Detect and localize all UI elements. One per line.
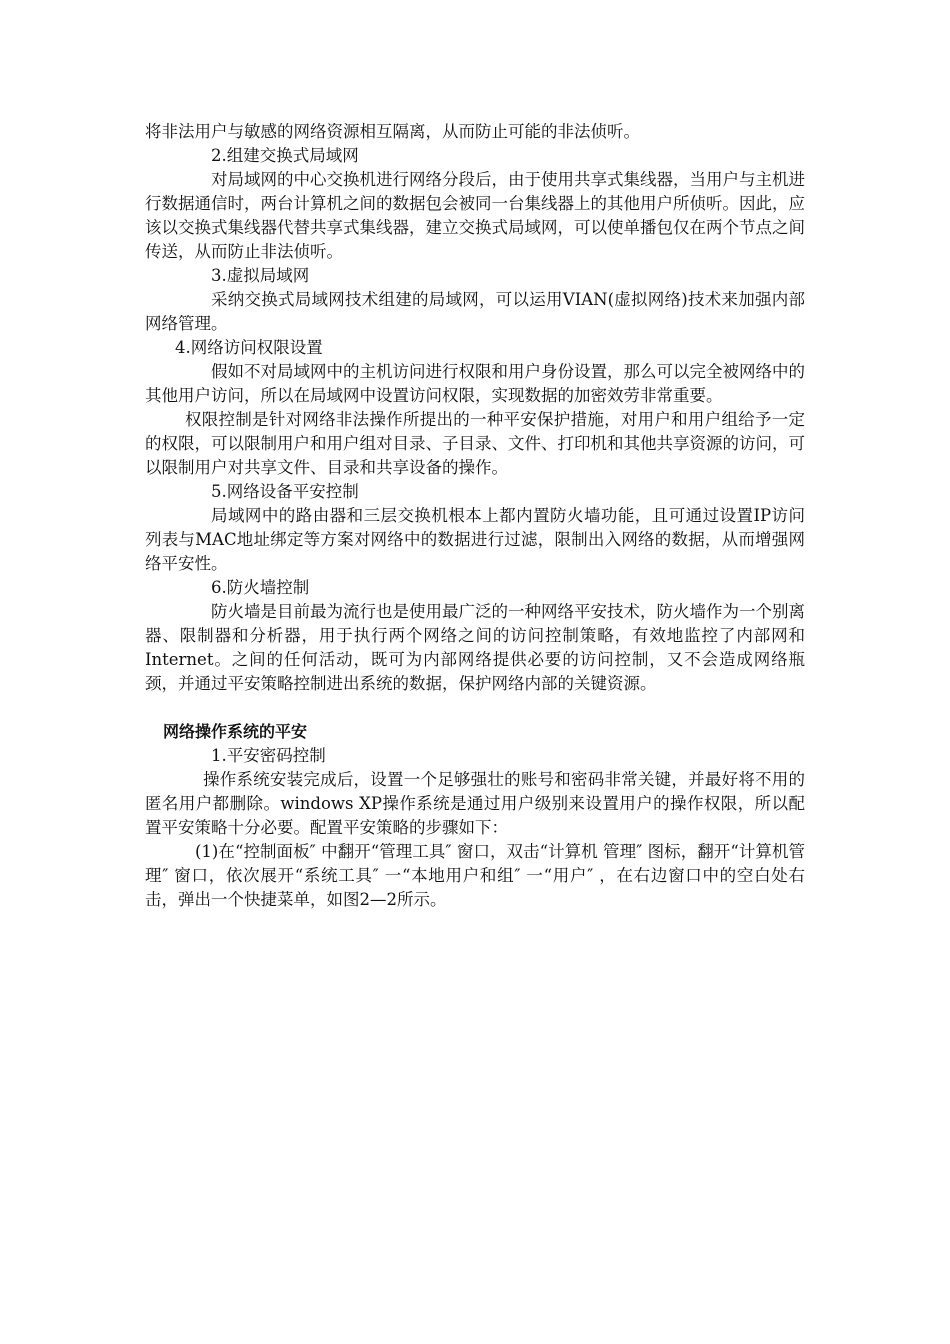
paragraph-isolation: 将非法用户与敏感的网络资源相互隔离，从而防止可能的非法侦听。: [145, 122, 640, 141]
paragraph-firewall: 防火墙是目前最为流行也是使用最广泛的一种网络平安技术，防火墙作为一个别离器、限制器和分析器，用于执行两个网络之间的访问控制策略，有效地监控了内部网和Internet。之间的任何活动，既可为内部网络提供必要的访问控制，又不会造成网络瓶颈，并通过平安策略控制进出系统的数据，保护网络内部的关键资源。: [145, 602, 805, 693]
heading-device-security: 5.网络设备平安控制: [211, 482, 359, 501]
paragraph-access-permissions: 假如不对局域网中的主机访问进行权限和用户身份设置，那么可以完全被网络中的其他用户访问，所以在局域网中设置访问权限，实现数据的加密效劳非常重要。: [145, 362, 805, 405]
heading-switched-lan: 2.组建交换式局域网: [211, 146, 359, 165]
heading-firewall: 6.防火墙控制: [211, 578, 310, 597]
heading-access-permissions: 4.网络访问权限设置: [175, 338, 323, 357]
paragraph-device-security: 局域网中的路由器和三层交换机根本上都内置防火墙功能，且可通过设置IP访问列表与MAC地址绑定等方案对网络中的数据进行过滤，限制出入网络的数据，从而增强网络平安性。: [145, 506, 805, 573]
section-title-os-security: 网络操作系统的平安: [163, 722, 308, 741]
heading-vlan: 3.虚拟局域网: [211, 266, 310, 285]
paragraph-vlan: 采纳交换式局域网技术组建的局域网，可以运用VIAN(虚拟网络)技术来加强内部网络管理。: [145, 290, 805, 333]
paragraph-step-1: (1)在“控制面板″ 中翻开“管理工具″ 窗口，双击“计算机 管理″ 图标，翻开“计算机管理″ 窗口，依次展开“系统工具″ 一“本地用户和组″ 一“用户″ ，在右边窗口中的空白处右击，弹出一个快捷菜单，如图2—2所示。: [145, 842, 805, 909]
paragraph-password-control: 操作系统安装完成后，设置一个足够强壮的账号和密码非常关键，并最好将不用的匿名用户都删除。windows XP操作系统是通过用户级别来设置用户的操作权限，所以配置平安策略十分必要。配置平安策略的步骤如下：: [145, 770, 805, 837]
heading-password-control: 1.平安密码控制: [211, 746, 326, 765]
document-body: [145, 120, 805, 912]
paragraph-permission-control: 权限控制是针对网络非法操作所提出的一种平安保护措施，对用户和用户组给予一定的权限，可以限制用户和用户组对目录、子目录、文件、打印机和其他共享资源的访问，可以限制用户对共享文件、目录和共享设备的操作。: [145, 410, 805, 477]
paragraph-switched-lan: 对局域网的中心交换机进行网络分段后，由于使用共享式集线器，当用户与主机进行数据通信时，两台计算机之间的数据包会被同一台集线器上的其他用户所侦听。因此，应该以交换式集线器代替共享式集线器，建立交换式局域网，可以使单播包仅在两个节点之间传送，从而防止非法侦听。: [145, 170, 805, 261]
